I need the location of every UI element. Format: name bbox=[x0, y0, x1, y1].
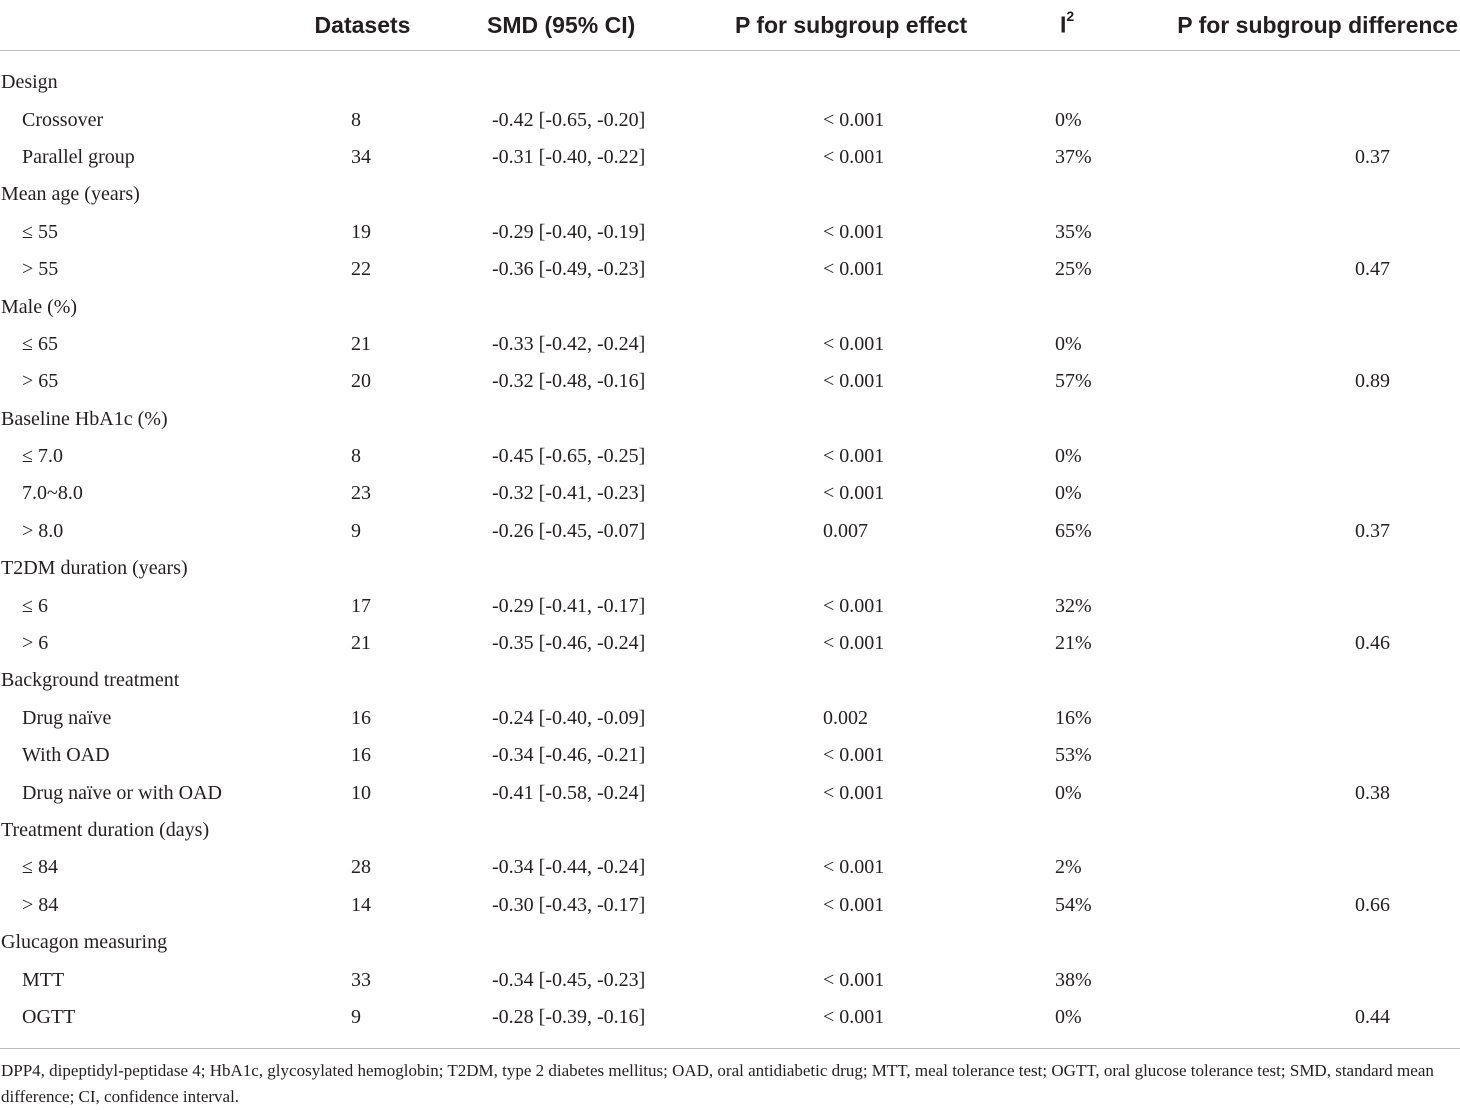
smd-cell: -0.29 [-0.41, -0.17] bbox=[492, 594, 646, 617]
p-effect-cell bbox=[685, 662, 860, 699]
smd-cell: -0.34 [-0.45, -0.23] bbox=[492, 968, 646, 991]
smd-cell: -0.32 [-0.48, -0.16] bbox=[492, 370, 646, 393]
row-label: ≤ 55 bbox=[22, 220, 58, 243]
datasets-cell: 16 bbox=[351, 744, 371, 767]
p-effect-cell: < 0.001 bbox=[823, 632, 885, 655]
header-label-cell bbox=[0, 0, 270, 51]
smd-cell: -0.31 [-0.40, -0.22] bbox=[492, 145, 646, 168]
i2-cell bbox=[860, 662, 1118, 699]
p-difference-cell bbox=[1118, 64, 1460, 101]
p-difference-cell bbox=[1118, 587, 1460, 624]
p-effect-cell: < 0.001 bbox=[823, 258, 885, 281]
p-difference-cell bbox=[1118, 101, 1460, 138]
i2-cell bbox=[860, 924, 1118, 961]
smd-cell bbox=[455, 812, 685, 849]
datasets-cell bbox=[270, 176, 455, 213]
p-effect-cell: < 0.001 bbox=[823, 594, 885, 617]
row-label: Male (%) bbox=[1, 295, 78, 318]
i2-cell: 25% bbox=[1055, 258, 1092, 281]
row-label: Crossover bbox=[22, 108, 104, 131]
p-difference-cell bbox=[1118, 176, 1460, 213]
i2-cell: 16% bbox=[1055, 706, 1092, 729]
smd-cell: -0.34 [-0.44, -0.24] bbox=[492, 856, 646, 879]
p-effect-cell bbox=[685, 288, 860, 325]
p-difference-cell: 0.37 bbox=[1355, 145, 1390, 168]
row-label: MTT bbox=[22, 968, 65, 991]
row-label: ≤ 84 bbox=[22, 856, 58, 879]
smd-cell: -0.28 [-0.39, -0.16] bbox=[492, 1005, 646, 1028]
datasets-cell: 14 bbox=[351, 893, 371, 916]
group-header-row bbox=[0, 550, 1460, 587]
header-i2-base: I bbox=[1060, 11, 1067, 38]
row-label: ≤ 65 bbox=[22, 332, 58, 355]
p-difference-cell: 0.37 bbox=[1355, 519, 1390, 542]
table-bottom-rule bbox=[0, 1036, 1460, 1049]
smd-cell bbox=[455, 401, 685, 438]
p-effect-cell: 0.007 bbox=[823, 519, 868, 542]
row-label: Mean age (years) bbox=[1, 183, 140, 206]
datasets-cell: 9 bbox=[351, 1005, 361, 1028]
table-body bbox=[0, 51, 1460, 1049]
row-label: With OAD bbox=[22, 744, 110, 767]
smd-cell bbox=[455, 662, 685, 699]
i2-cell: 32% bbox=[1055, 594, 1092, 617]
p-difference-cell: 0.47 bbox=[1355, 258, 1390, 281]
smd-cell: -0.26 [-0.45, -0.07] bbox=[492, 519, 646, 542]
datasets-cell: 17 bbox=[351, 594, 371, 617]
row-label: Design bbox=[1, 71, 58, 94]
table-row bbox=[0, 251, 1460, 288]
group-header-row bbox=[0, 662, 1460, 699]
datasets-cell bbox=[270, 812, 455, 849]
smd-cell: -0.36 [-0.49, -0.23] bbox=[492, 258, 646, 281]
smd-cell bbox=[455, 176, 685, 213]
p-effect-cell: < 0.001 bbox=[823, 856, 885, 879]
i2-cell: 0% bbox=[1055, 445, 1082, 468]
group-header-row bbox=[0, 176, 1460, 213]
p-difference-cell: 0.44 bbox=[1355, 1005, 1390, 1028]
table-row bbox=[0, 513, 1460, 550]
i2-cell bbox=[860, 176, 1118, 213]
smd-cell: -0.41 [-0.58, -0.24] bbox=[492, 781, 646, 804]
p-difference-cell bbox=[1118, 961, 1460, 998]
p-effect-cell bbox=[685, 812, 860, 849]
p-difference-cell bbox=[1118, 401, 1460, 438]
i2-cell: 35% bbox=[1055, 220, 1092, 243]
i2-cell bbox=[860, 288, 1118, 325]
table-spacer bbox=[0, 51, 1460, 65]
i2-cell: 21% bbox=[1055, 632, 1092, 655]
datasets-cell: 23 bbox=[351, 482, 371, 505]
row-label: > 8.0 bbox=[22, 519, 64, 542]
datasets-cell: 16 bbox=[351, 706, 371, 729]
row-label: Baseline HbA1c (%) bbox=[1, 407, 168, 430]
p-difference-cell bbox=[1118, 924, 1460, 961]
smd-cell: -0.45 [-0.65, -0.25] bbox=[492, 445, 646, 468]
row-label: ≤ 7.0 bbox=[22, 445, 63, 468]
p-difference-cell bbox=[1118, 700, 1460, 737]
datasets-cell: 21 bbox=[351, 632, 371, 655]
smd-cell: -0.29 [-0.40, -0.19] bbox=[492, 220, 646, 243]
table-row bbox=[0, 587, 1460, 624]
row-label: Drug naïve bbox=[22, 706, 112, 729]
row-label: Parallel group bbox=[22, 145, 135, 168]
p-difference-cell bbox=[1118, 475, 1460, 512]
datasets-cell: 19 bbox=[351, 220, 371, 243]
p-difference-cell bbox=[1118, 737, 1460, 774]
i2-cell: 0% bbox=[1055, 108, 1082, 131]
datasets-cell: 33 bbox=[351, 968, 371, 991]
header-i2-sup: 2 bbox=[1066, 8, 1075, 25]
table-row bbox=[0, 214, 1460, 251]
table-header bbox=[0, 0, 1460, 51]
table-row bbox=[0, 849, 1460, 886]
table-row bbox=[0, 961, 1460, 998]
i2-cell: 57% bbox=[1055, 370, 1092, 393]
row-label: Glucagon measuring bbox=[1, 931, 168, 954]
p-difference-cell bbox=[1118, 288, 1460, 325]
p-difference-cell: 0.38 bbox=[1355, 781, 1390, 804]
datasets-cell bbox=[270, 64, 455, 101]
smd-cell: -0.34 [-0.46, -0.21] bbox=[492, 744, 646, 767]
table-row bbox=[0, 139, 1460, 176]
p-effect-cell: < 0.001 bbox=[823, 744, 885, 767]
datasets-cell: 28 bbox=[351, 856, 371, 879]
p-difference-cell bbox=[1118, 214, 1460, 251]
table-footnote: DPP4, dipeptidyl-peptidase 4; HbA1c, glycosylated hemoglobin; T2DM, type 2 diabetes mellitus; OAD, oral antidiabetic drug; MTT, meal tolerance test; OGTT, oral glucose tolerance test; SMD, standard mean difference; CI, confidence interval. bbox=[1, 1061, 1434, 1106]
p-difference-cell bbox=[1118, 550, 1460, 587]
p-effect-cell: < 0.001 bbox=[823, 781, 885, 804]
header-p-effect: P for subgroup effect bbox=[685, 0, 860, 51]
p-effect-cell bbox=[685, 64, 860, 101]
smd-cell: -0.42 [-0.65, -0.20] bbox=[492, 108, 646, 131]
p-difference-cell: 0.46 bbox=[1355, 632, 1390, 655]
datasets-cell bbox=[270, 924, 455, 961]
p-effect-cell bbox=[685, 176, 860, 213]
p-effect-cell bbox=[685, 401, 860, 438]
row-label: Background treatment bbox=[1, 669, 180, 692]
p-difference-cell bbox=[1118, 438, 1460, 475]
smd-cell: -0.30 [-0.43, -0.17] bbox=[492, 893, 646, 916]
p-effect-cell: < 0.001 bbox=[823, 220, 885, 243]
smd-cell bbox=[455, 550, 685, 587]
i2-cell: 0% bbox=[1055, 332, 1082, 355]
table-row bbox=[0, 737, 1460, 774]
p-difference-cell bbox=[1118, 812, 1460, 849]
row-label: T2DM duration (years) bbox=[1, 557, 188, 580]
i2-cell bbox=[860, 401, 1118, 438]
p-effect-cell bbox=[685, 550, 860, 587]
datasets-cell: 21 bbox=[351, 332, 371, 355]
p-difference-cell bbox=[1118, 662, 1460, 699]
p-effect-cell: 0.002 bbox=[823, 706, 868, 729]
p-effect-cell: < 0.001 bbox=[823, 1005, 885, 1028]
i2-cell: 0% bbox=[1055, 482, 1082, 505]
smd-cell: -0.24 [-0.40, -0.09] bbox=[492, 706, 646, 729]
datasets-cell bbox=[270, 550, 455, 587]
p-effect-cell: < 0.001 bbox=[823, 968, 885, 991]
row-label: > 55 bbox=[22, 258, 59, 281]
table-row bbox=[0, 101, 1460, 138]
row-label: > 84 bbox=[22, 893, 59, 916]
i2-cell bbox=[860, 64, 1118, 101]
table-row bbox=[0, 438, 1460, 475]
i2-cell bbox=[860, 550, 1118, 587]
smd-cell: -0.33 [-0.42, -0.24] bbox=[492, 332, 646, 355]
p-difference-cell: 0.89 bbox=[1355, 370, 1390, 393]
row-label: > 65 bbox=[22, 370, 59, 393]
p-effect-cell: < 0.001 bbox=[823, 370, 885, 393]
bottom-rule-cell bbox=[0, 1036, 1460, 1049]
group-header-row bbox=[0, 401, 1460, 438]
datasets-cell bbox=[270, 401, 455, 438]
table-row bbox=[0, 625, 1460, 662]
datasets-cell bbox=[270, 662, 455, 699]
i2-cell: 54% bbox=[1055, 893, 1092, 916]
i2-cell: 37% bbox=[1055, 145, 1092, 168]
table-row bbox=[0, 999, 1460, 1036]
i2-cell: 0% bbox=[1055, 781, 1082, 804]
group-header-row bbox=[0, 64, 1460, 101]
p-difference-cell: 0.66 bbox=[1355, 893, 1390, 916]
table-row bbox=[0, 326, 1460, 363]
i2-cell: 53% bbox=[1055, 744, 1092, 767]
p-difference-cell bbox=[1118, 849, 1460, 886]
p-effect-cell bbox=[685, 924, 860, 961]
p-effect-cell: < 0.001 bbox=[823, 145, 885, 168]
smd-cell bbox=[455, 288, 685, 325]
datasets-cell: 22 bbox=[351, 258, 371, 281]
p-effect-cell: < 0.001 bbox=[823, 445, 885, 468]
table-row bbox=[0, 774, 1460, 811]
p-effect-cell: < 0.001 bbox=[823, 332, 885, 355]
row-label: Drug naïve or with OAD bbox=[22, 781, 222, 804]
row-label: > 6 bbox=[22, 632, 49, 655]
header-row bbox=[0, 0, 1460, 51]
header-p-difference: P for subgroup difference bbox=[1118, 0, 1460, 51]
smd-cell: -0.35 [-0.46, -0.24] bbox=[492, 632, 646, 655]
p-difference-cell bbox=[1118, 326, 1460, 363]
smd-cell bbox=[455, 64, 685, 101]
row-label: OGTT bbox=[22, 1005, 76, 1028]
p-effect-cell: < 0.001 bbox=[823, 482, 885, 505]
spacer-cell bbox=[0, 51, 1460, 65]
group-header-row bbox=[0, 924, 1460, 961]
header-smd: SMD (95% CI) bbox=[455, 0, 685, 51]
p-effect-cell: < 0.001 bbox=[823, 108, 885, 131]
group-header-row bbox=[0, 812, 1460, 849]
smd-cell: -0.32 [-0.41, -0.23] bbox=[492, 482, 646, 505]
header-datasets: Datasets bbox=[270, 0, 455, 51]
smd-cell bbox=[455, 924, 685, 961]
datasets-cell bbox=[270, 288, 455, 325]
i2-cell bbox=[860, 812, 1118, 849]
datasets-cell: 8 bbox=[351, 445, 361, 468]
table-row bbox=[0, 475, 1460, 512]
group-header-row bbox=[0, 288, 1460, 325]
i2-cell: 38% bbox=[1055, 968, 1092, 991]
table-row bbox=[0, 700, 1460, 737]
i2-cell: 0% bbox=[1055, 1005, 1082, 1028]
table-row bbox=[0, 363, 1460, 400]
datasets-cell: 10 bbox=[351, 781, 371, 804]
datasets-cell: 34 bbox=[351, 145, 371, 168]
i2-cell: 2% bbox=[1055, 856, 1082, 879]
datasets-cell: 8 bbox=[351, 108, 361, 131]
datasets-cell: 9 bbox=[351, 519, 361, 542]
datasets-cell: 20 bbox=[351, 370, 371, 393]
p-effect-cell: < 0.001 bbox=[823, 893, 885, 916]
row-label: 7.0~8.0 bbox=[22, 482, 83, 505]
table-row bbox=[0, 887, 1460, 924]
row-label: ≤ 6 bbox=[22, 594, 48, 617]
i2-cell: 65% bbox=[1055, 519, 1092, 542]
row-label: Treatment duration (days) bbox=[1, 819, 210, 841]
